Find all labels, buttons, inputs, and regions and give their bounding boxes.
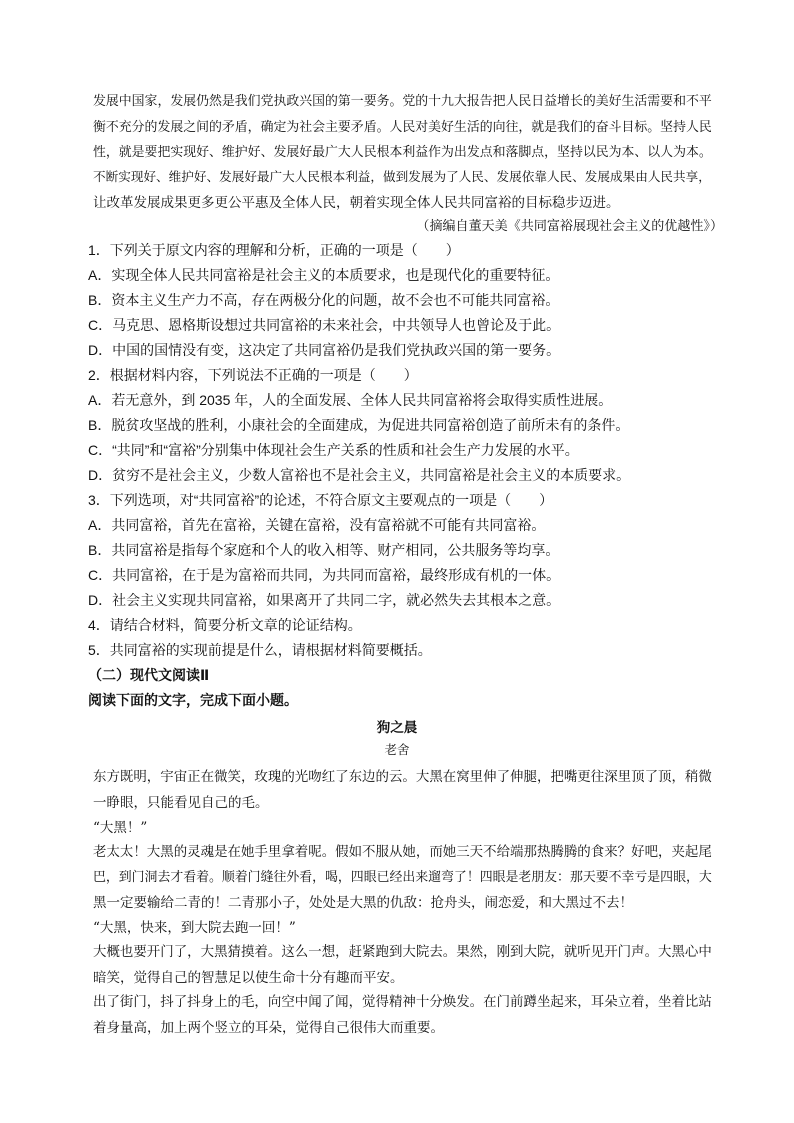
option-b: B．共同富裕是指每个家庭和个人的收入相等、财产相同，公共服务等均享。 — [88, 542, 560, 558]
story-line: 出了街门，抖了抖身上的毛，向空中闻了闻，觉得精神十分焕发。在门前蹲坐起来，耳朵立着，坐着比站 — [93, 995, 712, 1010]
option-d: D．社会主义实现共同富裕，如果离开了共同二字，就必然失去其根本之意。 — [88, 592, 561, 608]
question-stem: 2．根据材料内容，下列说法不正确的一项是（ ） — [88, 367, 418, 383]
passage-line: 不断实现好、维护好、发展好最广大人民根本利益，做到发展为了人民、发展依靠人民、发展成果由人民共享， — [93, 169, 711, 184]
story-line: 黑一定要输给二青的！二青那小子，处处是大黑的仇敌：抢舟头，闹恋爱，和大黑过不去！ — [93, 895, 633, 911]
option-c: C．“共同”和“富裕”分别集中体现社会生产关系的性质和社会生产力发展的水平。 — [88, 442, 579, 458]
question-stem: 5．共同富裕的实现前提是什么，请根据材料简要概括。 — [88, 642, 432, 658]
story-line: 着身量高，加上两个竖立的耳朵，觉得自己很伟大而重要。 — [93, 1020, 444, 1036]
option-a: A．若无意外，到 2035 年，人的全面发展、全体人民共同富裕将会取得实质性进展。 — [88, 392, 613, 408]
story-line: 大概也要开门了，大黑猜摸着。这么一想，赶紧跑到大院去。果然，刚到大院，就听见开门声。大黑心中 — [93, 945, 712, 960]
option-c: C．马克思、恩格斯设想过共同富裕的未来社会，中共领导人也曾论及于此。 — [88, 317, 561, 333]
source-citation: （摘编自董天美《共同富裕展现社会主义的优越性》） — [416, 219, 723, 234]
story-line: 老太太！大黑的灵魂是在她手里拿着呢。假如不服从她，而她三天不给端那热腾腾的食来？好吧，夹起尾 — [93, 845, 712, 860]
option-b: B．资本主义生产力不高，存在两极分化的问题，故不会也不可能共同富裕。 — [88, 292, 560, 308]
section-heading: （二）现代文阅读Ⅱ — [88, 667, 210, 683]
option-a: A．实现全体人民共同富裕是社会主义的本质要求，也是现代化的重要特征。 — [88, 267, 560, 283]
question-stem: 1．下列关于原文内容的理解和分析，正确的一项是（ ） — [88, 242, 460, 258]
option-d: D．贫穷不是社会主义，少数人富裕也不是社会主义，共同富裕是社会主义的本质要求。 — [88, 467, 631, 483]
passage-line: 发展中国家，发展仍然是我们党执政兴国的第一要务。党的十九大报告把人民日益增长的美好生活需要和不平 — [93, 94, 712, 109]
story-line: “大黑！” — [93, 820, 148, 836]
passage-line: 衡不充分的发展之间的矛盾，确定为社会主要矛盾。人民对美好生活的向往，就是我们的奋斗目标。坚持人民 — [93, 120, 712, 135]
option-c: C．共同富裕，在于是为富裕而共同，为共同而富裕，最终形成有机的一体。 — [88, 567, 561, 583]
story-title: 狗之晨 — [376, 720, 418, 736]
passage-line: 让改革发展成果更多更公平惠及全体人民，朝着实现全体人民共同富裕的目标稳步迈进。 — [93, 195, 620, 211]
story-line: “大黑，快来，到大院去跑一回！” — [93, 920, 296, 936]
passage-line: 性，就是要把实现好、维护好、发展好最广大人民根本利益作为出发点和落脚点，坚持以民为本、以人为本。 — [93, 145, 712, 160]
question-stem: 4．请结合材料，简要分析文章的论证结构。 — [88, 617, 362, 633]
story-line: 巴，到门洞去才看着。顺着门缝往外看，喝，四眼已经出来遛弯了！四眼是老朋友：那天要不幸亏是四眼，大 — [93, 870, 712, 885]
option-b: B．脱贫攻坚战的胜利，小康社会的全面建成，为促进共同富裕创造了前所未有的条件。 — [88, 417, 630, 433]
story-line: 一睁眼，只能看见自己的毛。 — [93, 795, 269, 811]
option-a: A．共同富裕，首先在富裕，关键在富裕，没有富裕就不可能有共同富裕。 — [88, 517, 546, 533]
story-line: 东方既明，宇宙正在微笑，玫瑰的光吻红了东边的云。大黑在窝里伸了伸腿，把嘴更往深里顶了顶，稍微 — [93, 770, 712, 785]
section-instruction: 阅读下面的文字，完成下面小题。 — [88, 692, 298, 708]
question-stem: 3．下列选项，对“共同富裕”的论述，不符合原文主要观点的一项是（ ） — [88, 492, 554, 508]
story-line: 暗笑，觉得自己的智慧足以使生命十分有趣而平安。 — [93, 970, 404, 986]
option-d: D．中国的国情没有变，这决定了共同富裕仍是我们党执政兴国的第一要务。 — [88, 342, 561, 358]
story-author: 老舍 — [384, 742, 410, 757]
